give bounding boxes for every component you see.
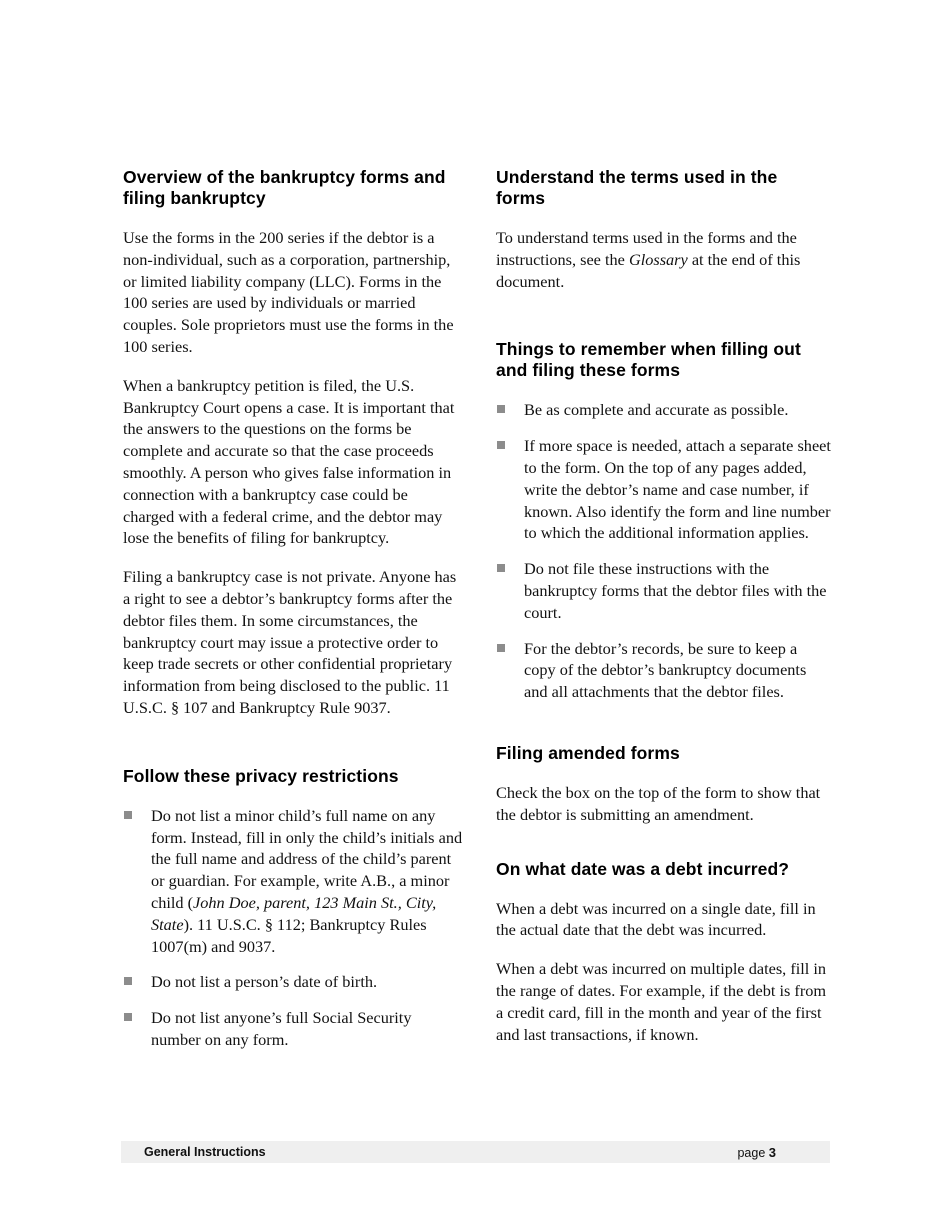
list-item [123,971,463,993]
remember-item-text: For the debtor’s records, be sure to keep a copy of the debtor’s bankruptcy documents and all attachments that the debtor files. [524,638,807,702]
list-item [123,805,463,958]
square-bullet-icon [124,977,132,985]
square-bullet-icon [497,405,505,413]
left-column [123,167,463,1065]
terms-paragraph [496,227,831,292]
overview-heading: Overview of the bankruptcy forms and filing bankruptcy [123,167,446,208]
square-bullet-icon [497,564,505,572]
privacy-item-1-example: John Doe, parent, 123 Main St., City, State [151,892,437,934]
list-item [123,1007,463,1051]
square-bullet-icon [124,1013,132,1021]
amended-heading: Filing amended forms [496,742,680,763]
remember-section [496,339,831,703]
section-spacer [496,843,831,859]
privacy-item-1-text: Do not list a minor child’s full name on any form. Instead, fill in only the child’s initials and the full name and address of the child’s parent or guardian. For example, write A.B., a minor child ( [151,805,463,912]
list-item [496,558,831,623]
square-bullet-icon [497,441,505,449]
remember-item-text: Be as complete and accurate as possible. [524,400,789,420]
glossary-reference: Glossary [628,249,688,269]
page-number: 3 [768,1145,776,1160]
privacy-item-3-text: Do not list anyone’s full Social Security number on any form. [151,1008,412,1049]
privacy-item-2-text: Do not list a person’s date of birth. [151,972,378,992]
square-bullet-icon [497,644,505,652]
debt-date-paragraph-1: When a debt was incurred on a single date, fill in the actual date that the debt was incurred. [496,898,816,940]
page-label: page [737,1146,766,1160]
privacy-section [123,766,463,1051]
terms-section [496,167,831,292]
page-footer [121,1141,830,1163]
section-spacer [496,717,831,743]
page-indicator [737,1145,776,1160]
overview-paragraph-3: Filing a bankruptcy case is not private. Anyone has a right to see a debtor’s bankruptcy forms after the debtor files them. In some circumstances, the bankruptcy court may issue a protective order to keep trade secrets or other confidential proprietary information from being disclosed to the public. 11 U.S.C. § 107 and Bankruptcy Rule 9037. [123,567,457,717]
overview-paragraph-2: When a bankruptcy petition is filed, the U.S. Bankruptcy Court opens a case. It is important that the answers to the questions on the forms be complete and accurate so that the case proceeds smoothly. A person who gives false information in connection with a bankruptcy case could be charged with a federal crime, and the debtor may lose the benefits of filing for bankruptcy. [123,375,455,548]
right-column [496,167,831,1062]
debt-date-section [496,859,831,1046]
overview-paragraph-1: Use the forms in the 200 series if the debtor is a non-individual, such as a corporation, partnership, or limited liability company (LLC). Forms in the 100 series are used by individuals or married couples. Sole proprietors must use the forms in the 100 series. [123,228,454,356]
list-item [496,399,831,421]
terms-text-start: To understand terms used in the forms and the instructions, see the [496,228,797,269]
section-spacer [123,736,463,766]
list-item [496,638,831,703]
square-bullet-icon [124,811,132,819]
debt-date-heading: On what date was a debt incurred? [496,858,790,879]
amended-paragraph: Check the box on the top of the form to show that the debtor is submitting an amendment. [496,782,821,824]
terms-text-end: at the end of this document. [496,249,801,291]
debt-date-paragraph-2: When a debt was incurred on multiple dates, fill in the range of dates. For example, if the debt is from a credit card, fill in the month and year of the first and last transactions, if known. [496,959,827,1044]
privacy-list [123,805,463,1051]
footer-title: General Instructions [144,1145,266,1159]
section-spacer [496,309,831,339]
list-item [496,435,831,544]
remember-heading: Things to remember when filling out and filing these forms [496,339,801,381]
terms-heading: Understand the terms used in the forms [496,167,778,208]
remember-item-text: Do not file these instructions with the bankruptcy forms that the debtor files with the court. [524,559,827,622]
privacy-heading: Follow these privacy restrictions [123,765,399,786]
overview-section [123,167,463,719]
remember-list [496,399,831,703]
amended-section [496,743,831,826]
remember-item-text: If more space is needed, attach a separate sheet to the form. On the top of any pages added, write the debtor’s name and case number, if known. Also identify the form and line number to which the additional information applies. [524,436,831,543]
privacy-item-1-citation: ). 11 U.S.C. § 112; Bankruptcy Rules 1007(m) and 9037. [151,914,427,956]
